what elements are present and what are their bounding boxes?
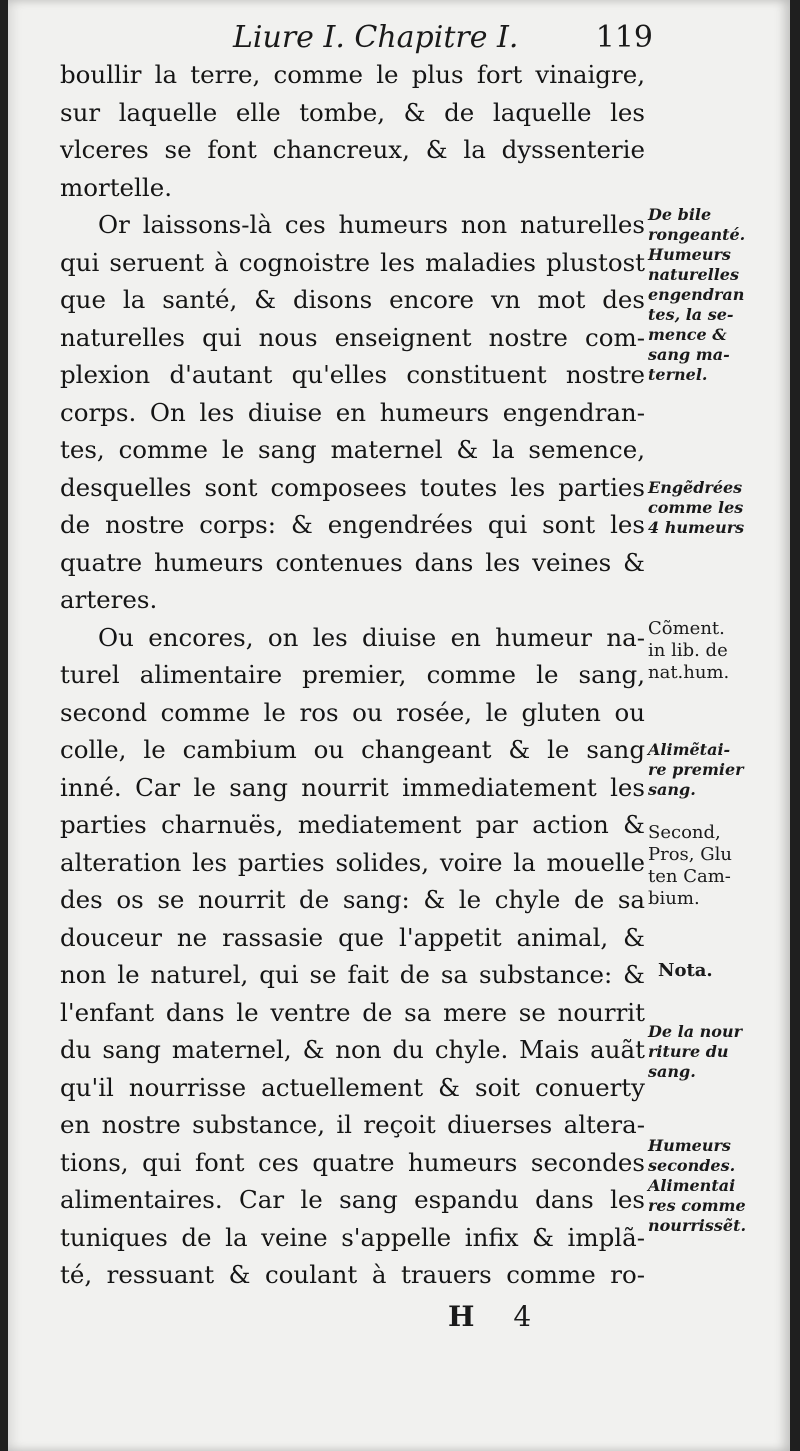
text-line: boullir la terre, comme le plus fort vinaigre,: [60, 60, 645, 89]
text-line: qui seruent à cognoistre les maladies plustost: [60, 247, 645, 277]
text-line: des os se nourrit de sang: & le chyle de sa: [60, 885, 645, 914]
page-number: 119: [595, 20, 653, 55]
text-line: tuniques de la veine s'appelle infix & implã-: [60, 1222, 645, 1252]
margin-note: Humeurs secondes. Alimentai res comme nourrissẽt.: [648, 1136, 747, 1235]
text-line: colle, le cambium ou changeant & le sang: [60, 735, 645, 764]
text-line: qu'il nourrisse actuellement & soit conuerty: [60, 1072, 645, 1102]
text-line: plexion d'autant qu'elles constituent nostre: [60, 360, 645, 389]
text-line: non le naturel, qui se fait de sa substance: &: [60, 960, 645, 989]
text-line: tions, qui font ces quatre humeurs secondes: [60, 1147, 645, 1177]
margin-note: Nota.: [658, 960, 713, 981]
text-line: alteration les parties solides, voire la mouelle: [60, 847, 645, 877]
text-line: té, ressuant & coulant à trauers comme ro-: [60, 1260, 645, 1289]
text-line: naturelles qui nous enseignent nostre com-: [60, 322, 645, 352]
text-line: quatre humeurs contenues dans les veines &: [60, 547, 645, 577]
signature-letter: H: [448, 1300, 475, 1333]
text-line: tes, comme le sang maternel & la semence,: [60, 435, 645, 464]
text-line: en nostre substance, il reçoit diuerses altera-: [60, 1110, 645, 1139]
text-line: que la santé, & disons encore vn mot des: [60, 285, 645, 314]
text-line: inné. Car le sang nourrit immediatement les: [60, 772, 645, 802]
signature-number: 4: [513, 1300, 532, 1333]
text-line: du sang maternel, & non du chyle. Mais auãt: [60, 1035, 645, 1064]
text-line: Or laissons-là ces humeurs non naturelles: [98, 210, 645, 239]
text-line: turel alimentaire premier, comme le sang,: [60, 660, 645, 689]
signature-mark: [448, 1300, 531, 1333]
text-line: Ou encores, on les diuise en humeur na-: [98, 622, 645, 652]
running-head: [233, 18, 653, 58]
text-line: vlceres se font chancreux, & la dyssenterie: [60, 135, 645, 164]
margin-note: Cõment. in lib. de nat.hum.: [648, 618, 730, 683]
body-text: [60, 56, 645, 1294]
text-line: second comme le ros ou rosée, le gluten ou: [60, 697, 645, 727]
margin-note: Alimẽtai- re premier sang.: [648, 740, 744, 799]
margin-note: De la nour riture du sang.: [648, 1022, 743, 1081]
text-line: arteres.: [60, 585, 158, 614]
margin-note: De bile rongeanté. Humeurs naturelles engendran tes, la se- mence & sang ma- ternel.: [648, 205, 746, 384]
text-line: sur laquelle elle tombe, & de laquelle les: [60, 97, 645, 127]
text-line: l'enfant dans le ventre de sa mere se nourrit: [60, 997, 645, 1027]
text-line: parties charnuës, mediatement par action &: [60, 810, 645, 839]
text-line: alimentaires. Car le sang espandu dans les: [60, 1185, 645, 1214]
text-line: corps. On les diuise en humeurs engendran-: [60, 397, 645, 427]
text-line: mortelle.: [60, 172, 172, 202]
margin-note: Second, Pros, Glu ten Cam- bium.: [648, 822, 732, 909]
book-page: [8, 0, 790, 1451]
running-title: Liure I. Chapitre I.: [233, 20, 519, 55]
text-line: douceur ne rassasie que l'appetit animal, &: [60, 922, 645, 952]
text-line: desquelles sont composees toutes les parties: [60, 472, 645, 502]
margin-note: Engẽdrées comme les 4 humeurs: [648, 478, 745, 537]
text-line: de nostre corps: & engendrées qui sont les: [60, 510, 645, 539]
